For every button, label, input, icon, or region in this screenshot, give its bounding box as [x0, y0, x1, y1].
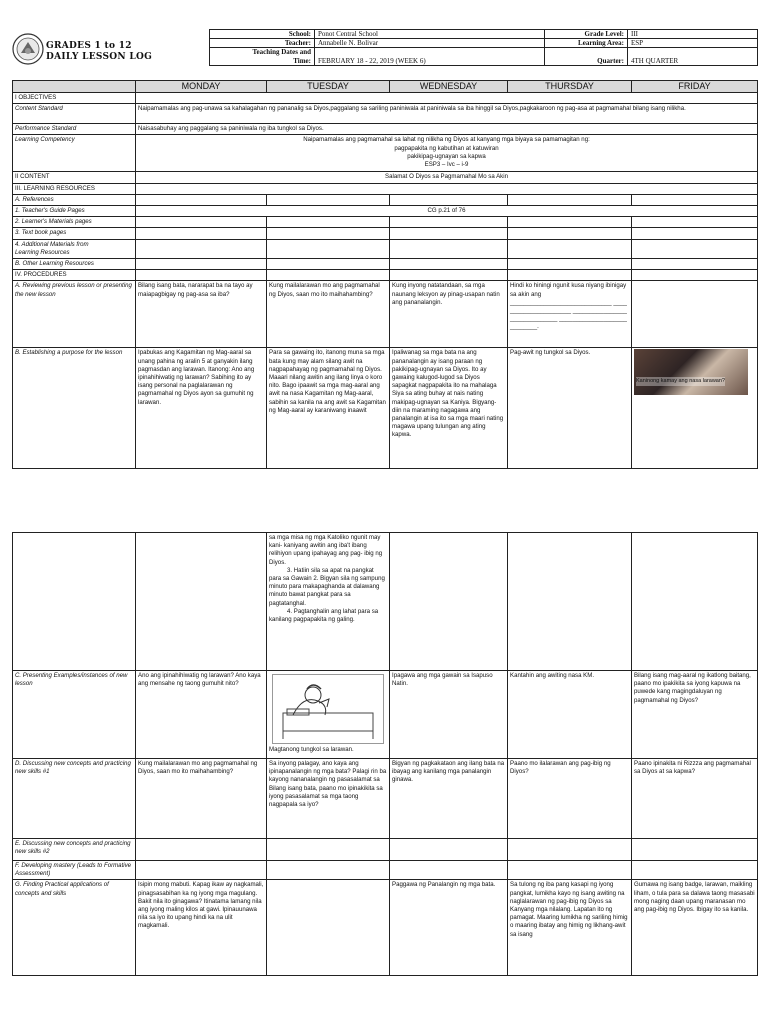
proc-a-label: A. Reviewing previous lesson or presenting the new lesson	[13, 281, 136, 348]
proc-d-mon: Kung mailalarawan mo ang pagmamahal ng Diyos, saan mo ito maihahambing?	[136, 759, 267, 839]
proc-d-fri: Paano ipinakita ni Rizzza ang pagmamahal sa Diyos at sa kapwa?	[632, 759, 758, 839]
quarter-value: 4TH QUARTER	[628, 48, 758, 66]
proc-c-thu: Kantahin ang awiting nasa KM.	[508, 671, 632, 759]
proc-g-label: G. Finding Practical applications of concepts and skills	[13, 880, 136, 976]
photo-caption: Kaninong kamay ang nasa larawan?	[636, 378, 725, 385]
references-label: A. References	[13, 194, 136, 205]
proc-d-label: D. Discussing new concepts and practicing new skills #1	[13, 759, 136, 839]
header-info	[209, 29, 757, 66]
day-wednesday: WEDNESDAY	[390, 81, 508, 93]
objectives-heading: I OBJECTIVES	[13, 93, 136, 104]
add-materials-label: 4. Additional Materials from Learning Resources	[13, 239, 136, 258]
proc-c-tue	[267, 671, 390, 759]
lesson-table-page1	[12, 80, 757, 469]
title-grades: GRADES 1 to 12	[46, 41, 132, 51]
lm-label: 2. Learner's Materials pages	[13, 217, 136, 228]
content-heading: II CONTENT	[13, 172, 136, 183]
day-friday: FRIDAY	[632, 81, 758, 93]
competency-value: Naipamamalas ang pagmamahal sa lahat ng nilikha ng Diyos at kanyang mga biyaya sa pamamagitan ng: pagpapakita ng kabutihan at katuwiran pakikipag-ugnayan sa kapwa ESP3 – Ivc – i-9	[136, 135, 758, 172]
competency-label: Learning Competency	[13, 135, 136, 172]
area-value: ESP	[628, 39, 758, 48]
proc-a-tue: Kung mailalarawan mo ang pagmamahal ng Diyos, saan mo ito maihahambing?	[267, 281, 390, 348]
teacher-value: Annabelle N. Bolivar	[315, 39, 545, 48]
lesson-table-page2	[12, 532, 757, 976]
grade-label: Grade Level:	[545, 30, 628, 39]
proc-b-wed: Ipaliwanag sa mga bata na ang pananalangin ay isang paraan ng pakikipag-ugnayan sa Diyos. Ito ay gawaing kalugod-lugod sa Diyos sapagkat nagpapakita ito na mahalaga Siya sa ating buhay at nais nating makipag-ugnayan sa Kaniya. Bigyang-diin na maraming nagagawa ang panalangin at isa ito sa mga maari nating magawa upang tulungan ang ating kapwa.	[390, 348, 508, 469]
corner-cell	[13, 81, 136, 93]
deped-seal-icon	[12, 33, 44, 65]
proc-d-tue: Sa inyong palagay, ano kaya ang ipinapanalangin ng mga bata? Palagi rin ba kayong nananalangin ng pasasalamat sa Bilang isang bata, paano mo ipinakikita sa iyong pasasalamat sa mga taong nagpapala sa iyo?	[267, 759, 390, 839]
tb-label: 3. Text book pages	[13, 228, 136, 239]
title-dll: DAILY LESSON LOG	[46, 52, 153, 62]
grade-value: III	[628, 30, 758, 39]
content-value: Salamat O Diyos sa Pagmamahal Mo sa Akin	[136, 172, 758, 183]
content-std-label: Content Standard	[13, 104, 136, 124]
dates-label: Teaching Dates and Time:	[210, 48, 315, 66]
proc-a-thu: Hindi ko hiningi ngunit kusa niyang ibinigay sa akin ang ______________________________ ______________________ ______________________________ ____________________________.	[508, 281, 632, 348]
day-tuesday: TUESDAY	[267, 81, 390, 93]
proc-g-mon: Isipin mong mabuti. Kapag ikaw ay nagkamali, pinagsasabihan ka ng iyong mga magulang. Bakit nila ito ginagawa? Itinatama lamang nila ang iyong maling kilos at gawi. Ipinauunawa nila sa iyo ito upang hindi ka na ulit magkamali.	[136, 880, 267, 976]
area-label: Learning Area:	[545, 39, 628, 48]
proc-f-label: F. Developing mastery (Leads to Formative Assessment)	[13, 861, 136, 880]
perf-std-label: Performance Standard	[13, 124, 136, 135]
proc-b-thu: Pag-awit ng tungkol sa Diyos.	[508, 348, 632, 469]
proc-c-mon: Ano ang ipinahihiwatig ng larawan? Ano kaya ang mensahe ng taong gumuhit nito?	[136, 671, 267, 759]
proc-b-label: B. Establishing a purpose for the lesson	[13, 348, 136, 469]
proc-g-thu: Sa tulong ng iba pang kasapi ng iyong pangkat, lumikha kayo ng isang awiting na naglalarawan ng pag-ibig ng Diyos sa Kanyang mga nilalang. Lapatan ito ng pamagat. Maaring lumikha ng sariling himig o maaring ibatay ang himig ng likhang-awit sa isang	[508, 880, 632, 976]
school-value: Ponot Central School	[315, 30, 545, 39]
praying-girl-drawing	[272, 674, 384, 744]
resources-heading: III. LEARNING RESOURCES	[13, 183, 136, 194]
content-std-value: Naipamamalas ang pag-unawa sa kahalagahan ng pananalig sa Diyos,paggalang sa sariling paniniwala at paniniwala sa iba hinggil sa Diyos,pagkakaroon ng pag-asa at pagmamahal bilang isang nilikha.	[136, 104, 758, 124]
proc-b-mon: Ipabukas ang Kagamitan ng Mag-aaral sa unang pahina ng aralin 5 at ganyakin ilang pagmasdan ang larawan. Itanong: Ano ang ipinahihiwatig ng larawan? Sabihing ito ay isang personal na paglalarawan ng pagmamahal ng Diyos ayon sa gumuhit ng larawan.	[136, 348, 267, 469]
procedures-heading: IV. PROCEDURES	[13, 270, 136, 281]
tg-label: 1. Teacher's Guide Pages	[13, 206, 136, 217]
tg-value: CG p.21 of 76	[136, 206, 758, 217]
proc-a-mon: Bilang isang bata, nararapat ba na tayo ay maiapagbigay ng pag-asa sa iba?	[136, 281, 267, 348]
dates-value: FEBRUARY 18 - 22, 2019 (WEEK 6)	[315, 48, 545, 66]
perf-std-value: Naisasabuhay ang paggalang sa paniniwala ng iba tungkol sa Diyos.	[136, 124, 758, 135]
deped-logo-block	[12, 31, 212, 69]
quarter-label: Quarter:	[545, 48, 628, 66]
proc-c-wed: Ipagawa ang mga gawain sa Isapuso Natin.	[390, 671, 508, 759]
proc-g-wed: Paggawa ng Panalangin ng mga bata.	[390, 880, 508, 976]
school-label: School:	[210, 30, 315, 39]
proc-g-fri: Gumawa ng isang badge, larawan, maikling liham, o tula para sa dalawa taong masasabi mong naging daan upang maranasan mo ang pag-ibig ng Diyos. Ibigay ito sa kanila.	[632, 880, 758, 976]
proc-e-label: E. Discussing new concepts and practicing new skills #2	[13, 839, 136, 861]
teacher-label: Teacher:	[210, 39, 315, 48]
proc-a-wed: Kung inyong natatandaan, sa mga naunang leksyon ay pinag-usapan natin ang pananalangin.	[390, 281, 508, 348]
other-resources-label: B. Other Learning Resources	[13, 259, 136, 270]
proc-d-thu: Paano mo ilalarawan ang pag-ibig ng Diyos?	[508, 759, 632, 839]
proc-b-tue-cont: sa mga misa ng mga Katoliko ngunit may kani- kaniyang awitin ang iba't ibang relihiyon upang ipahayag ang pag- ibig ng Diyos. 3. Hatiin sila sa apat na pangkat para sa Gawain 2. Bigyan sila ng sampung minuto para makapaghanda at dalawang minuto bawat pangkat para sa pagtatanghal. 4. Pagtanghalin ang lahat para sa kanilang pagpapakita ng galing.	[267, 533, 390, 671]
proc-d-wed: Bigyan ng pagkakataon ang ilang bata na ibayag ang kanilang mga panalangin ginawa.	[390, 759, 508, 839]
day-thursday: THURSDAY	[508, 81, 632, 93]
proc-c-fri: Bilang isang mag-aaral ng ikatlong baitang, paano mo ipakikita sa iyong kapuwa na puwede kang magingdaluyan ng pagmamahal ng Diyos?	[632, 671, 758, 759]
proc-b-tue: Para sa gawaing ito, itanong muna sa mga bata kung may alam silang awit na nagpapahayag ng pagmamahal ng Diyos. Maaari nilang awitin ang ilang linya o koro nito. Bago ipaawit sa mga mag-aaral ang awit na nasa Kagamitan ng Mag-aaral, sabihin sa kanila na ang awit sa Kagamitan ng Mag-aaral ay karaniwang inaawit	[267, 348, 390, 469]
day-monday: MONDAY	[136, 81, 267, 93]
proc-c-label: C. Presenting Examples/instances of new lesson	[13, 671, 136, 759]
drawing-caption: Magtanong tungkol sa larawan.	[269, 746, 354, 753]
proc-b-fri	[632, 348, 758, 469]
hands-photo	[634, 349, 748, 395]
